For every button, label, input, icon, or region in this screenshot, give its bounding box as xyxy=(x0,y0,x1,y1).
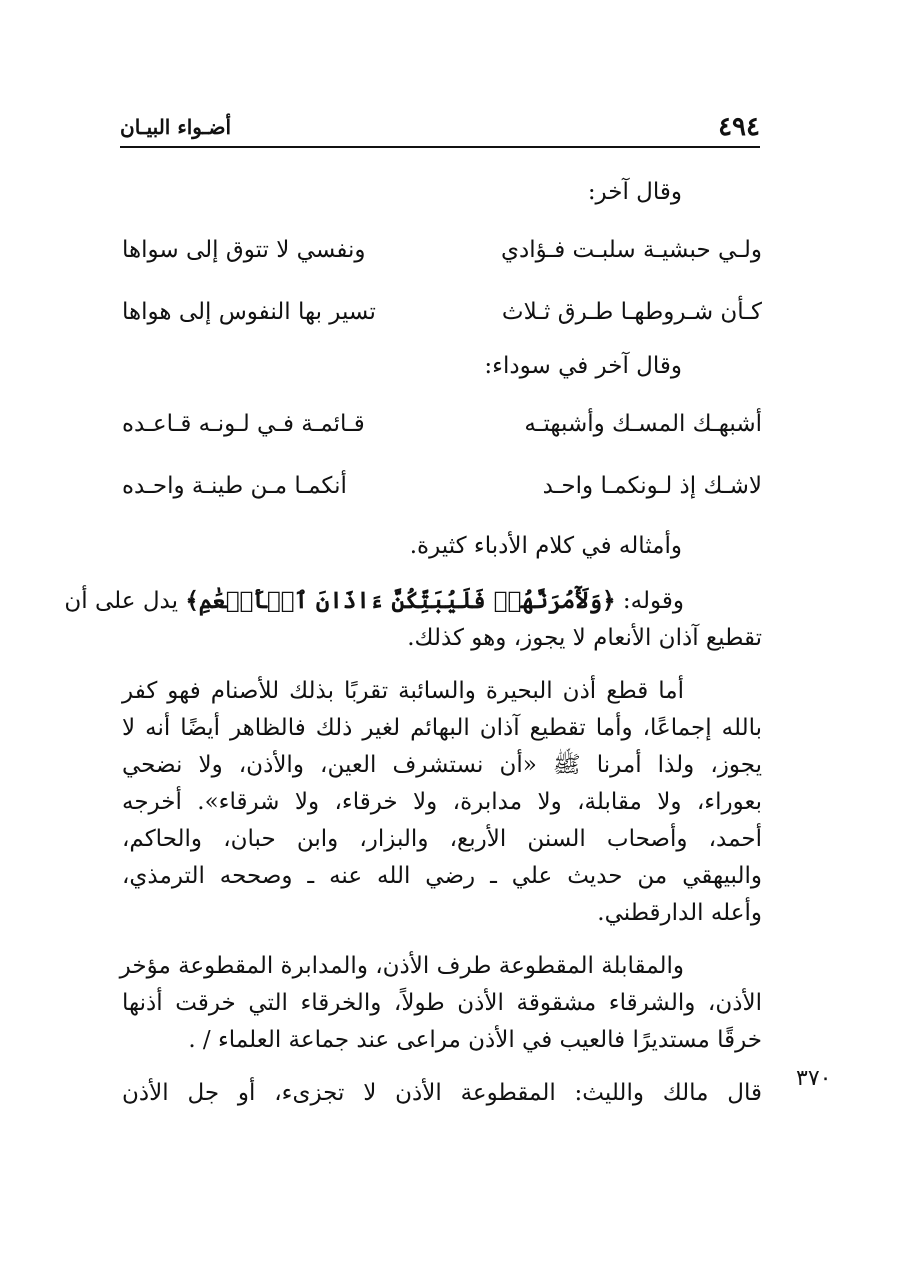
poem2-intro: وقال آخر في سوداء: xyxy=(484,353,682,379)
paragraph-line: أما قطع أذن البحيرة والسائبة تقربًا بذلك للأصنام فهو كفر xyxy=(122,678,684,704)
page-number: ٤٩٤ xyxy=(718,112,760,142)
paragraph-line: بالله إجماعًا، وأما تقطيع آذان البهائم لغير ذلك فالظاهر أيضًا أنه لا xyxy=(122,715,762,741)
poem2-verse-1 xyxy=(122,408,762,440)
paragraph-1 xyxy=(122,673,762,932)
paragraph-line: الأذن، والشرقاء مشقوقة الأذن طولاً، والخرقاء التي خرقت أذنها xyxy=(122,990,762,1016)
poem1-verse-1 xyxy=(122,234,762,266)
verse-first-hemistich: ولـي حبشيـة سلبـت فـؤادي xyxy=(500,237,762,263)
paragraph-line: يجوز، ولذا أمرنا ﷺ «أن نستشرف العين، والأذن، ولا نضحي xyxy=(122,752,762,778)
verse-second-hemistich: ونفسي لا تتوق إلى سواها xyxy=(122,237,366,263)
quran-line-1 xyxy=(64,582,762,620)
page-header xyxy=(120,108,760,148)
paragraph-line: وأعله الدارقطني. xyxy=(597,900,762,926)
quran-line-2: تقطيع آذان الأنعام لا يجوز، وهو كذلك. xyxy=(407,625,762,651)
paragraph-line: أحمد، وأصحاب السنن الأربع، والبزار، وابن حبان، والحاكم، xyxy=(122,826,762,852)
quran-paragraph xyxy=(64,582,762,657)
quran-prefix: وقوله: xyxy=(622,588,684,614)
paragraph-line: بعوراء، ولا مقابلة، ولا مدابرة، ولا خرقاء، ولا شرقاء». أخرجه xyxy=(122,789,762,815)
paragraph-3 xyxy=(122,1075,762,1112)
paragraph-line: قال مالك والليث: المقطوعة الأذن لا تجزىء، أو جل الأذن xyxy=(122,1080,762,1106)
closing-line: وأمثاله في كلام الأدباء كثيرة. xyxy=(409,533,682,559)
paragraph-2 xyxy=(119,948,762,1059)
quran-quote: ﴿وَلَأٓمُرَنَّهُمۡ فَلَيُبَتِّكُنَّ ءَاذَانَ ٱلۡأَنۡعَٰمِ﴾ xyxy=(185,587,616,614)
verse-second-hemistich: أنكمـا مـن طينـة واحـده xyxy=(122,473,347,499)
verse-first-hemistich: كـأن شـروطهـا طـرق ثـلاث xyxy=(501,299,762,325)
margin-page-reference: ٣٧٠ xyxy=(796,1066,832,1091)
paragraph-line: خرقًا مستديرًا فالعيب في الأذن مراعى عند جماعة العلماء / . xyxy=(188,1027,762,1053)
verse-second-hemistich: تسير بها النفوس إلى هواها xyxy=(122,299,376,325)
poem2-verse-2 xyxy=(122,470,762,502)
verse-second-hemistich: قـائمـة فـي لـونـه قـاعـده xyxy=(122,411,365,437)
running-title: أضـواء البيـان xyxy=(120,115,232,139)
quran-suffix: يدل على أن xyxy=(64,588,179,614)
poem1-verse-2 xyxy=(122,296,762,328)
paragraph-line: والمقابلة المقطوعة طرف الأذن، والمدابرة المقطوعة مؤخر xyxy=(119,953,684,979)
verse-first-hemistich: لاشـك إذ لـونكمـا واحـد xyxy=(542,473,762,499)
paragraph-line: والبيهقي من حديث علي ـ رضي الله عنه ـ وصححه الترمذي، xyxy=(122,863,762,889)
page-body xyxy=(64,150,762,1112)
verse-first-hemistich: أشبهـك المسـك وأشبهتـه xyxy=(524,411,762,437)
poem1-intro: وقال آخر: xyxy=(587,179,682,205)
